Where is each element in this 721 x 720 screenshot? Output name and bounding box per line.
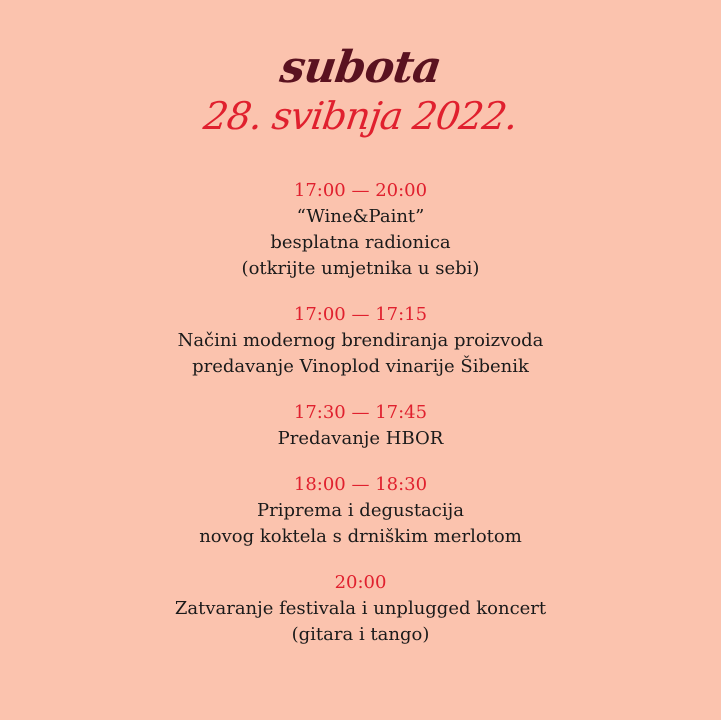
event-time: 18:00 — 18:30 — [293, 474, 428, 495]
day-title: subota — [277, 42, 445, 93]
event-item — [0, 302, 721, 380]
event-time: 17:00 — 17:15 — [293, 304, 428, 325]
event-title: “Wine&Paint” — [296, 206, 425, 227]
event-item — [0, 472, 721, 550]
event-item — [0, 178, 721, 282]
page-header — [0, 44, 721, 138]
event-title: Zatvaranje festivala i unplugged koncert — [174, 598, 547, 619]
event-time: 20:00 — [334, 572, 387, 593]
event-title: Priprema i degustacija — [257, 500, 464, 521]
event-description: (gitara i tango) — [291, 624, 430, 645]
event-time: 17:30 — 17:45 — [293, 402, 428, 423]
event-item — [0, 400, 721, 452]
event-title: Načini modernog brendiranja proizvoda — [177, 330, 544, 351]
event-description: predavanje Vinoplod vinarije Šibenik — [192, 356, 529, 377]
event-description: (otkrijte umjetnika u sebi) — [241, 258, 480, 279]
event-schedule — [0, 178, 721, 668]
event-time: 17:00 — 20:00 — [293, 180, 428, 201]
event-description: novog koktela s drniškim merlotom — [199, 526, 522, 547]
event-description: besplatna radionica — [270, 232, 451, 253]
event-title: Predavanje HBOR — [277, 428, 444, 449]
event-item — [0, 570, 721, 648]
date-title: 28. svibnja 2022. — [201, 94, 520, 138]
